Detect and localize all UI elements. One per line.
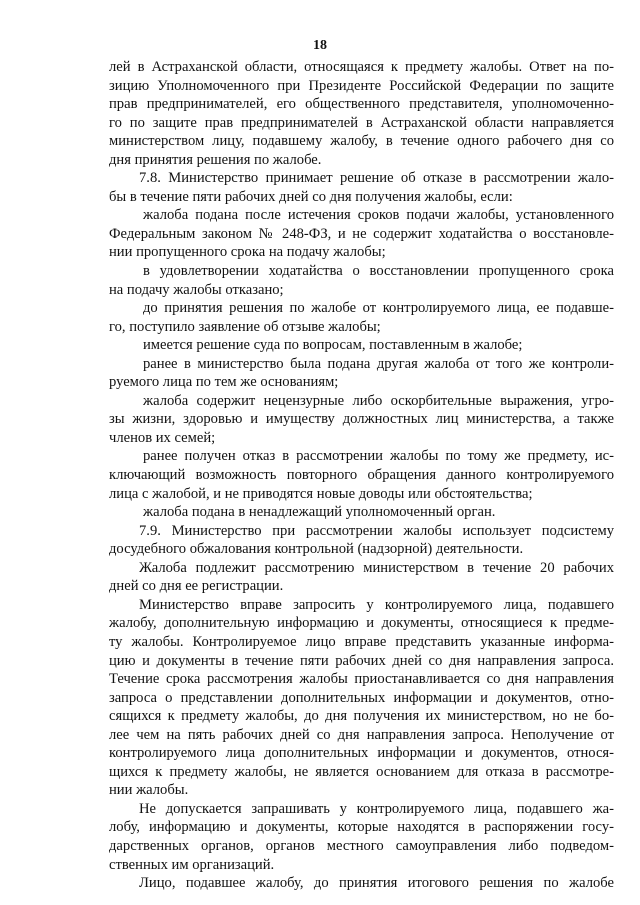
text-line: 7.9. Министерство при рассмотрении жалобы использует подсистему (139, 522, 614, 539)
text-line: ранее получен отказ в рассмотрении жалобы по тому же предмету, ис- (143, 448, 614, 465)
text-line: нии пропущенного срока на подачу жалобы; (109, 244, 386, 261)
text-line: лее чем на пять рабочих дней со дня направления запроса. Неполучение от (109, 726, 614, 743)
text-line: 7.8. Министерство принимает решение об отказе в рассмотрении жало- (139, 170, 614, 187)
text-line: до принятия решения по жалобе от контролируемого лица, ее подавше- (143, 300, 614, 317)
page-number: 18 (313, 38, 327, 53)
text-line: ранее в министерство была подана другая жалоба от того же контроли- (143, 355, 614, 372)
text-line: ственных им организаций. (109, 856, 275, 873)
text-line: зицию Уполномоченного при Президенте Российской Федерации по защите (109, 77, 614, 94)
text-line: на подачу жалобы отказано; (109, 281, 284, 298)
text-line: лица с жалобой, и не приводятся новые доводы или обстоятельства; (109, 485, 533, 502)
text-line: Течение срока рассмотрения жалобы приостанавливается со дня направления (109, 671, 614, 688)
text-line: дней со дня ее регистрации. (109, 578, 284, 595)
text-line: сящихся к предмету жалобы, до дня получения их министерством, но не бо- (109, 708, 614, 725)
text-line: прав предпринимателей, его общественного представителя, уполномоченно- (109, 96, 614, 113)
text-line: бы в течение пяти рабочих дней со дня получения жалобы, если: (109, 188, 513, 205)
text-line: Жалоба подлежит рассмотрению министерством в течение 20 рабочих (139, 559, 614, 576)
text-line: лобу, информацию и документы, которые находятся в распоряжении госу- (109, 819, 614, 836)
text-line: имеется решение суда по вопросам, поставленным в жалобе; (143, 337, 523, 354)
text-line: ключающий возможность повторного обращения данного контролируемого (109, 467, 614, 484)
text-line: дня принятия решения по жалобе. (109, 151, 322, 168)
text-line: в удовлетворении ходатайства о восстановлении пропущенного срока (143, 263, 614, 280)
text-line: жалобу, дополнительную информацию и документы, относящиеся к предме- (109, 615, 614, 632)
text-line: Не допускается запрашивать у контролируемого лица, подавшего жа- (139, 800, 614, 817)
text-line: ту жалобы. Контролируемое лицо вправе представить указанные информа- (109, 633, 614, 650)
text-line: контролируемого лица дополнительных информации и документов, относя- (109, 745, 614, 762)
text-line: министерством лицу, подавшему жалобу, в течение одного рабочего дня со (109, 133, 614, 150)
text-line: нии жалобы. (109, 782, 189, 799)
text-line: дарственных органов, органов местного самоуправления либо подведом- (109, 837, 614, 854)
text-line: зы жизни, здоровью и имуществу должностных лиц министерства, а также (109, 411, 614, 428)
text-line: запроса о представлении дополнительных информации и документов, отно- (109, 689, 614, 706)
text-line: жалоба подана в ненадлежащий уполномоченный орган. (143, 504, 496, 521)
text-line: Федеральным законом № 248-ФЗ, и не содержит ходатайства о восстановле- (109, 225, 614, 242)
text-line: цию и документы в течение пяти рабочих дней со дня направления запроса. (109, 652, 614, 669)
text-line: го по защите прав предпринимателей в Астраханской области направляется (109, 114, 614, 131)
text-line: руемого лица по тем же основаниям; (109, 374, 339, 391)
text-line: лей в Астраханской области, относящаяся к предмету жалобы. Ответ на по- (109, 59, 614, 75)
text-line: членов их семей; (109, 429, 216, 446)
text-line: щихся к предмету жалобы, не является основанием для отказа в рассмотре- (109, 763, 614, 780)
text-line: Министерство вправе запросить у контролируемого лица, подавшего (139, 596, 614, 613)
text-line: досудебного обжалования контрольной (надзорной) деятельности. (109, 541, 524, 558)
text-line: жалоба подана после истечения сроков подачи жалобы, установленного (143, 207, 614, 224)
text-line: Лицо, подавшее жалобу, до принятия итогового решения по жалобе (139, 875, 614, 892)
text-line: жалоба содержит нецензурные либо оскорбительные выражения, угро- (143, 392, 614, 409)
text-line: го, поступило заявление об отзыве жалобы; (109, 318, 381, 335)
document-body (109, 58, 614, 893)
